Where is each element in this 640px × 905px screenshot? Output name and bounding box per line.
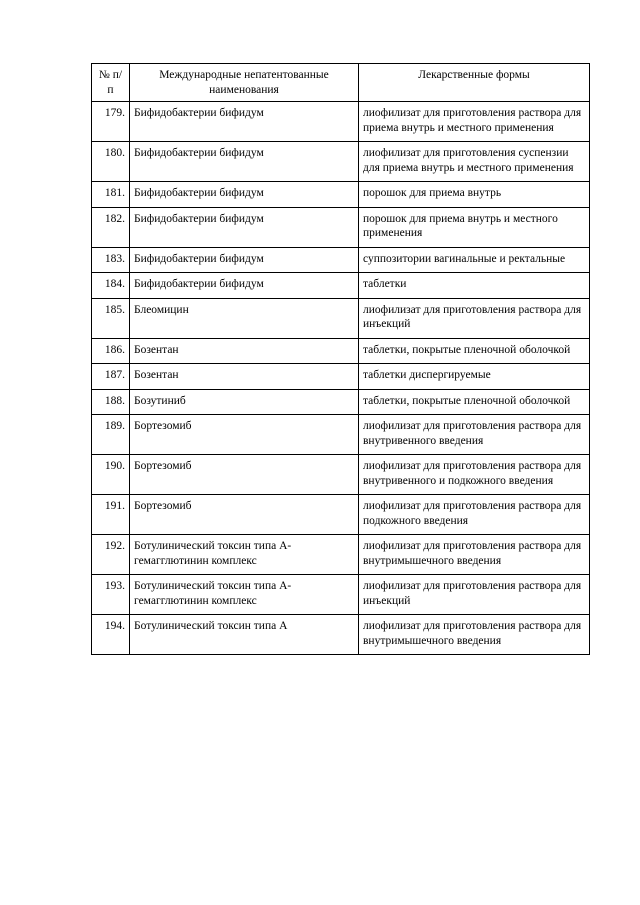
row-form: таблетки диспергируемые <box>359 364 590 390</box>
table-row <box>92 207 590 247</box>
row-number: 189. <box>92 415 130 455</box>
row-number: 182. <box>92 207 130 247</box>
header-name: Международные непатентованные наименования <box>130 64 359 102</box>
row-name: Бифидобактерии бифидум <box>130 182 359 208</box>
drug-table <box>91 63 590 655</box>
table-row <box>92 142 590 182</box>
table-row <box>92 247 590 273</box>
table-row <box>92 495 590 535</box>
row-form: лиофилизат для приготовления раствора для внутривенного и подкожного введения <box>359 455 590 495</box>
row-number: 181. <box>92 182 130 208</box>
row-form: порошок для приема внутрь и местного применения <box>359 207 590 247</box>
row-name: Бифидобактерии бифидум <box>130 273 359 299</box>
table-header <box>92 64 590 102</box>
row-form: таблетки, покрытые пленочной оболочкой <box>359 389 590 415</box>
table-row <box>92 273 590 299</box>
header-number: № п/п <box>92 64 130 102</box>
table-row <box>92 615 590 655</box>
row-name: Бозентан <box>130 338 359 364</box>
row-name: Бозутиниб <box>130 389 359 415</box>
row-form: таблетки <box>359 273 590 299</box>
row-number: 183. <box>92 247 130 273</box>
header-form: Лекарственные формы <box>359 64 590 102</box>
row-form: лиофилизат для приготовления раствора для инъекций <box>359 575 590 615</box>
document-page <box>91 63 589 655</box>
row-form: лиофилизат для приготовления суспензии для приема внутрь и местного применения <box>359 142 590 182</box>
row-name: Ботулинический токсин типа А-гемагглютинин комплекс <box>130 535 359 575</box>
row-number: 179. <box>92 102 130 142</box>
table-row <box>92 338 590 364</box>
row-number: 185. <box>92 298 130 338</box>
row-name: Бифидобактерии бифидум <box>130 247 359 273</box>
row-form: лиофилизат для приготовления раствора для приема внутрь и местного применения <box>359 102 590 142</box>
row-form: лиофилизат для приготовления раствора для внутривенного введения <box>359 415 590 455</box>
table-row <box>92 182 590 208</box>
row-form: лиофилизат для приготовления раствора для инъекций <box>359 298 590 338</box>
table-row <box>92 389 590 415</box>
row-name: Ботулинический токсин типа А <box>130 615 359 655</box>
row-form: суппозитории вагинальные и ректальные <box>359 247 590 273</box>
table-row <box>92 455 590 495</box>
row-name: Бифидобактерии бифидум <box>130 207 359 247</box>
table-row <box>92 364 590 390</box>
table-row <box>92 535 590 575</box>
row-number: 190. <box>92 455 130 495</box>
table-row <box>92 298 590 338</box>
row-number: 192. <box>92 535 130 575</box>
row-number: 186. <box>92 338 130 364</box>
table-body <box>92 102 590 655</box>
row-name: Ботулинический токсин типа А-гемагглютинин комплекс <box>130 575 359 615</box>
table-row <box>92 575 590 615</box>
table-row <box>92 102 590 142</box>
row-name: Бифидобактерии бифидум <box>130 102 359 142</box>
row-number: 193. <box>92 575 130 615</box>
header-row <box>92 64 590 102</box>
row-form: лиофилизат для приготовления раствора для внутримышечного введения <box>359 535 590 575</box>
row-number: 194. <box>92 615 130 655</box>
row-form: лиофилизат для приготовления раствора для подкожного введения <box>359 495 590 535</box>
row-number: 187. <box>92 364 130 390</box>
row-form: лиофилизат для приготовления раствора для внутримышечного введения <box>359 615 590 655</box>
row-number: 180. <box>92 142 130 182</box>
row-form: порошок для приема внутрь <box>359 182 590 208</box>
row-name: Блеомицин <box>130 298 359 338</box>
row-name: Бортезомиб <box>130 415 359 455</box>
row-name: Бозентан <box>130 364 359 390</box>
table-row <box>92 415 590 455</box>
row-number: 184. <box>92 273 130 299</box>
row-number: 188. <box>92 389 130 415</box>
row-number: 191. <box>92 495 130 535</box>
row-name: Бортезомиб <box>130 495 359 535</box>
row-form: таблетки, покрытые пленочной оболочкой <box>359 338 590 364</box>
row-name: Бифидобактерии бифидум <box>130 142 359 182</box>
row-name: Бортезомиб <box>130 455 359 495</box>
